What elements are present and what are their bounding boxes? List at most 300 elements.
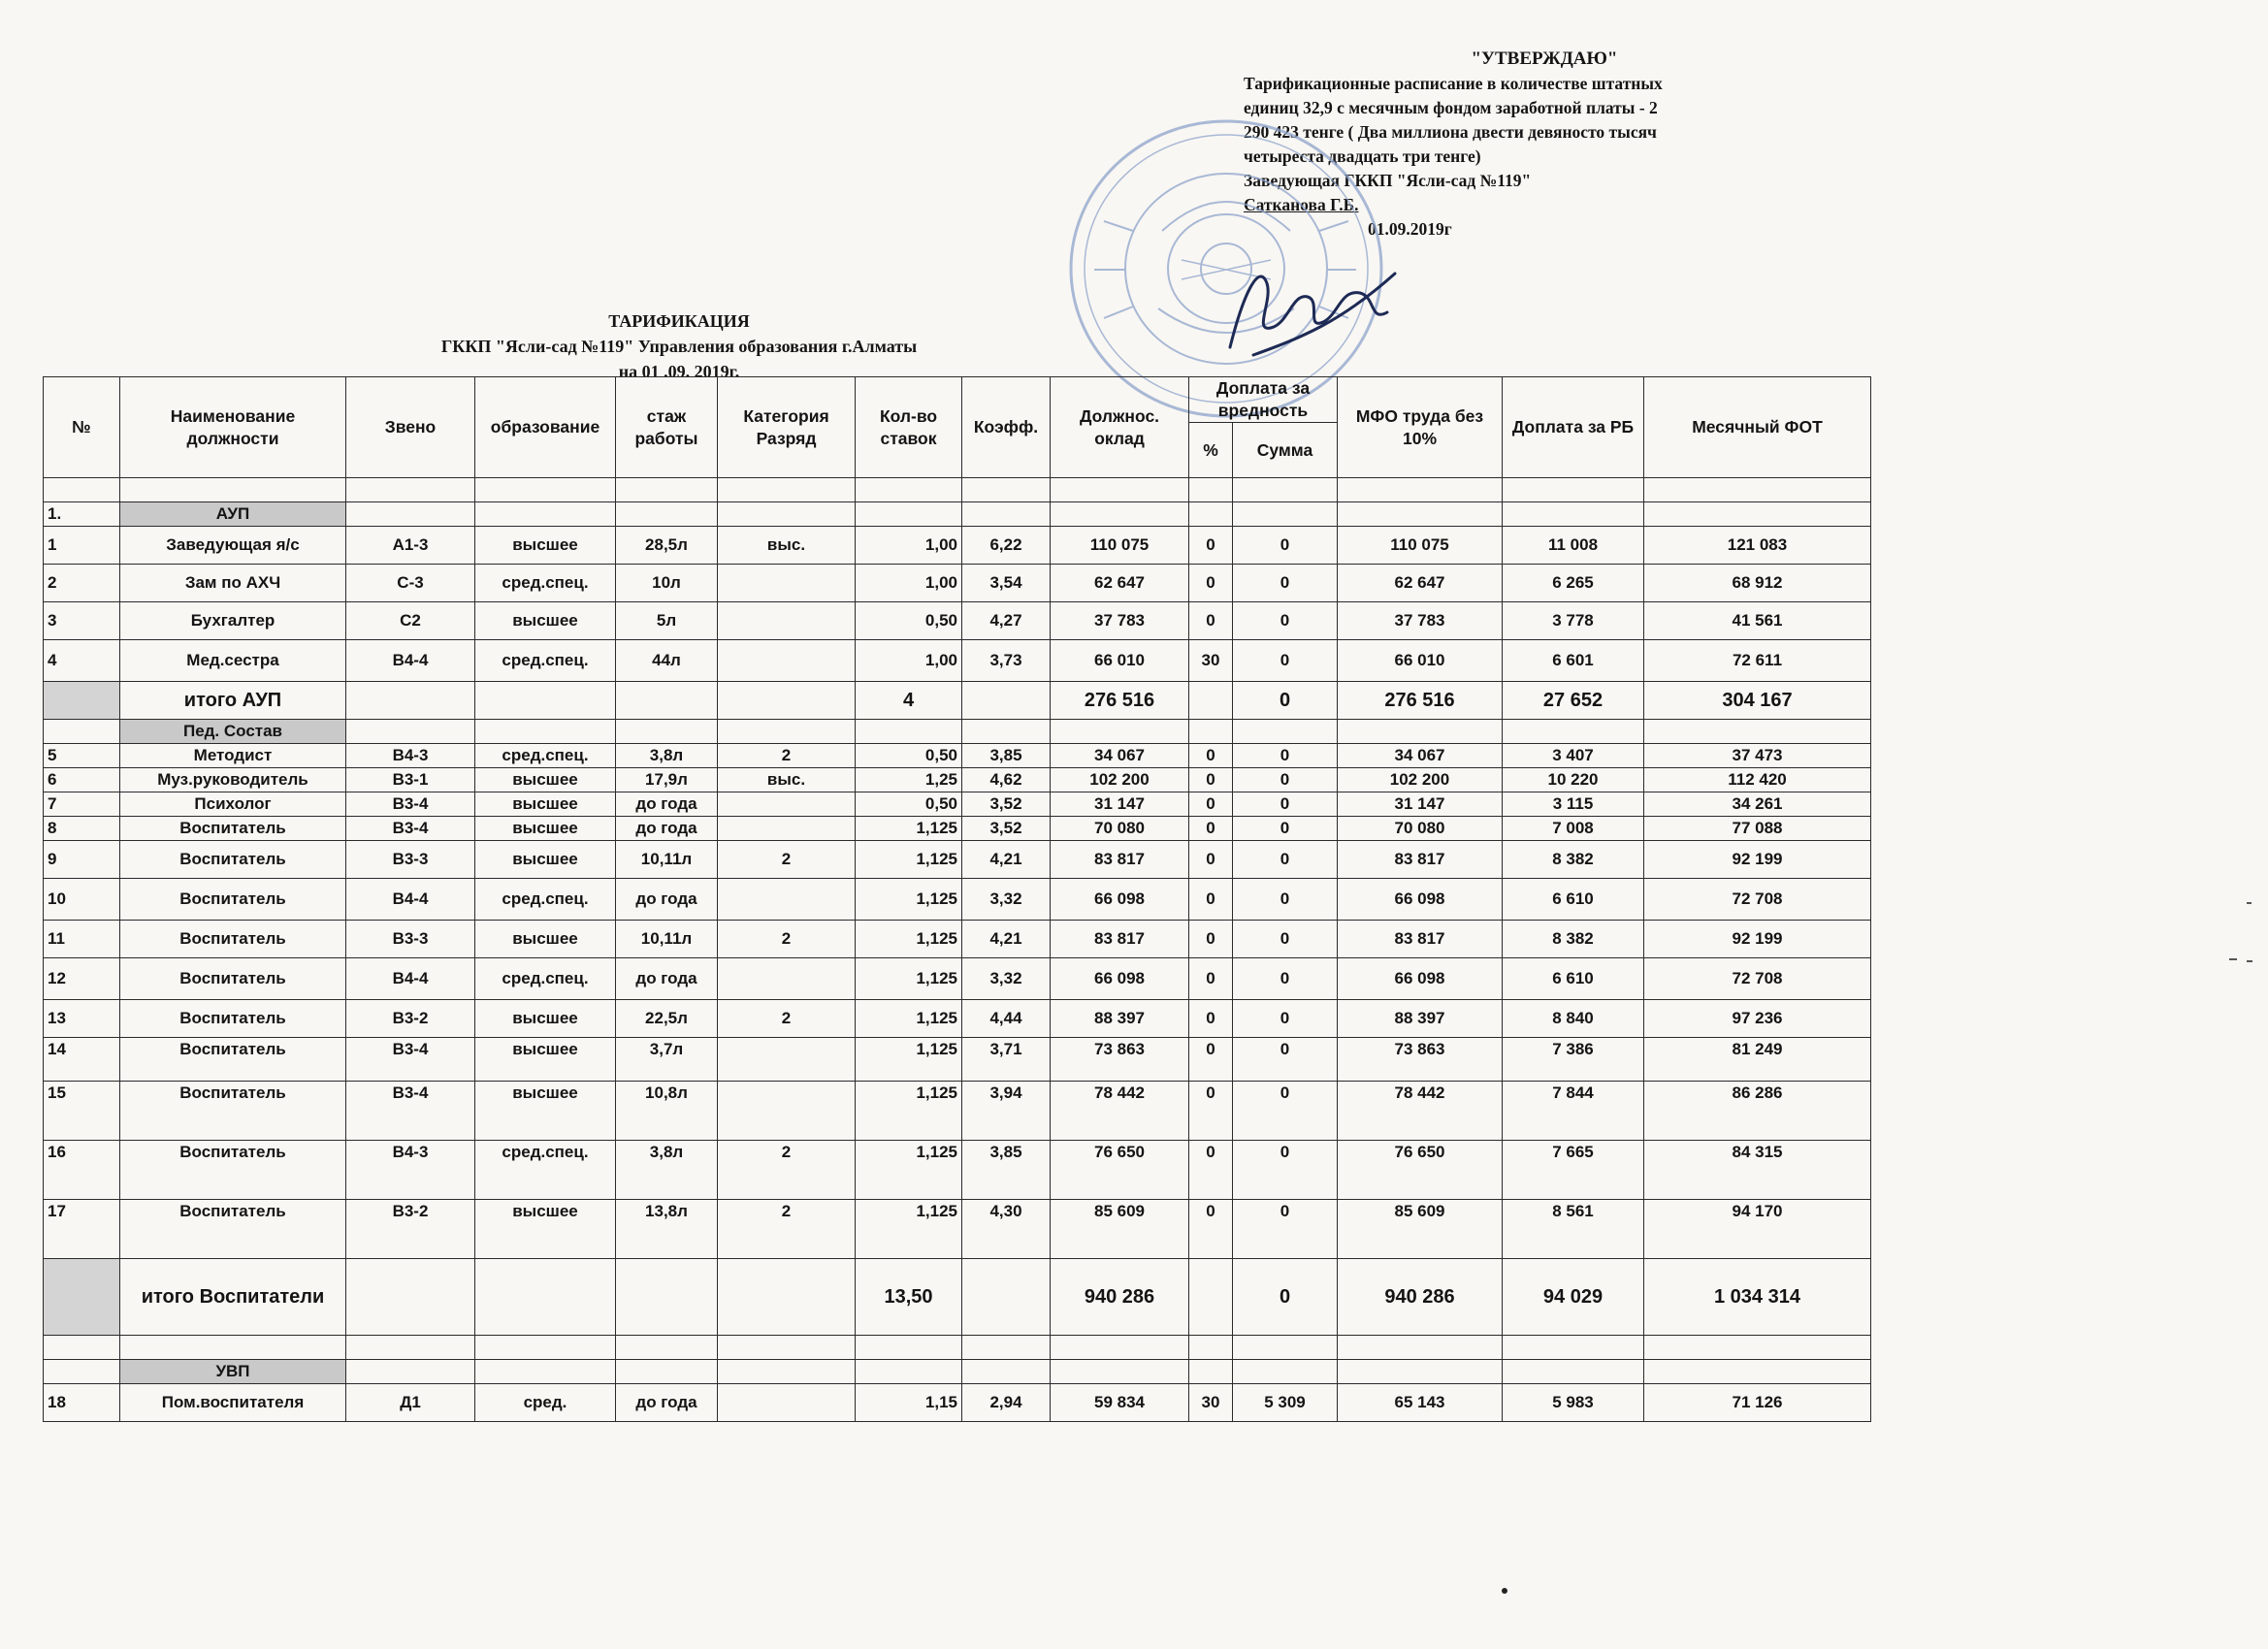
table-row bbox=[44, 841, 1871, 879]
row-rb: 8 840 bbox=[1503, 1000, 1644, 1038]
row-coef: 3,32 bbox=[962, 879, 1051, 921]
row-stavki: 1,00 bbox=[856, 640, 962, 682]
row-num: 5 bbox=[44, 744, 120, 768]
row-num: 9 bbox=[44, 841, 120, 879]
row-stavki: 1,125 bbox=[856, 1141, 962, 1200]
row-coef: 3,54 bbox=[962, 565, 1051, 602]
header-fot: Месячный ФОТ bbox=[1644, 377, 1871, 478]
row-stavki: 1,125 bbox=[856, 879, 962, 921]
row-category: 2 bbox=[718, 841, 856, 879]
row-zveno: В3-2 bbox=[346, 1200, 475, 1259]
row-zveno: В3-4 bbox=[346, 817, 475, 841]
row-mfo: 31 147 bbox=[1338, 792, 1503, 817]
header-experience: стаж работы bbox=[616, 377, 718, 478]
row-salary: 37 783 bbox=[1051, 602, 1189, 640]
row-salary: 102 200 bbox=[1051, 768, 1189, 792]
approval-line-4: четыреста двадцать три тенге) bbox=[1244, 146, 1481, 166]
table-row bbox=[44, 1200, 1871, 1259]
empty-cell bbox=[44, 682, 120, 720]
row-hazard-pct: 0 bbox=[1189, 768, 1233, 792]
row-category: 2 bbox=[718, 1000, 856, 1038]
row-rb: 3 407 bbox=[1503, 744, 1644, 768]
total-hazard-sum: 0 bbox=[1233, 1259, 1338, 1336]
row-mfo: 76 650 bbox=[1338, 1141, 1503, 1200]
empty-cell bbox=[1051, 720, 1189, 744]
tariff-table bbox=[43, 376, 1871, 1422]
empty-cell bbox=[718, 720, 856, 744]
row-zveno: Д1 bbox=[346, 1384, 475, 1422]
row-mfo: 83 817 bbox=[1338, 841, 1503, 879]
row-num: 14 bbox=[44, 1038, 120, 1082]
total-fot: 1 034 314 bbox=[1644, 1259, 1871, 1336]
row-zveno: С-3 bbox=[346, 565, 475, 602]
empty-cell bbox=[616, 1360, 718, 1384]
row-category bbox=[718, 565, 856, 602]
row-fot: 86 286 bbox=[1644, 1082, 1871, 1141]
empty-cell bbox=[44, 1336, 120, 1360]
row-position: Воспитатель bbox=[120, 841, 346, 879]
row-zveno: В4-3 bbox=[346, 1141, 475, 1200]
empty-cell bbox=[1338, 1336, 1503, 1360]
empty-cell bbox=[962, 1259, 1051, 1336]
row-category: 2 bbox=[718, 744, 856, 768]
header-salary: Должнос. оклад bbox=[1051, 377, 1189, 478]
row-rb: 5 983 bbox=[1503, 1384, 1644, 1422]
row-education: сред.спец. bbox=[475, 879, 616, 921]
row-category: выс. bbox=[718, 527, 856, 565]
scan-mark bbox=[2247, 960, 2252, 962]
row-hazard-pct: 0 bbox=[1189, 817, 1233, 841]
header-stavki: Кол-во ставок bbox=[856, 377, 962, 478]
table-row bbox=[44, 958, 1871, 1000]
row-position: Воспитатель bbox=[120, 921, 346, 958]
empty-cell bbox=[718, 1336, 856, 1360]
row-fot: 121 083 bbox=[1644, 527, 1871, 565]
row-mfo: 110 075 bbox=[1338, 527, 1503, 565]
row-position: Психолог bbox=[120, 792, 346, 817]
row-hazard-pct: 0 bbox=[1189, 921, 1233, 958]
row-category bbox=[718, 1384, 856, 1422]
approval-position: Заведующая ГККП "Ясли-сад №119" bbox=[1244, 171, 1532, 190]
total-mfo: 276 516 bbox=[1338, 682, 1503, 720]
row-rb: 8 561 bbox=[1503, 1200, 1644, 1259]
row-zveno: В4-4 bbox=[346, 958, 475, 1000]
row-fot: 92 199 bbox=[1644, 841, 1871, 879]
row-rb: 7 386 bbox=[1503, 1038, 1644, 1082]
total-row-vosp bbox=[44, 1259, 1871, 1336]
row-category bbox=[718, 640, 856, 682]
row-salary: 66 010 bbox=[1051, 640, 1189, 682]
empty-cell bbox=[475, 682, 616, 720]
empty-cell bbox=[1503, 720, 1644, 744]
row-num: 18 bbox=[44, 1384, 120, 1422]
row-rb: 6 265 bbox=[1503, 565, 1644, 602]
row-rb: 10 220 bbox=[1503, 768, 1644, 792]
row-zveno: В3-4 bbox=[346, 1038, 475, 1082]
row-hazard-sum: 0 bbox=[1233, 1082, 1338, 1141]
row-salary: 59 834 bbox=[1051, 1384, 1189, 1422]
empty-cell bbox=[1051, 1360, 1189, 1384]
row-hazard-pct: 0 bbox=[1189, 1000, 1233, 1038]
row-category: 2 bbox=[718, 1200, 856, 1259]
row-hazard-sum: 5 309 bbox=[1233, 1384, 1338, 1422]
row-num: 1 bbox=[44, 527, 120, 565]
row-hazard-pct: 0 bbox=[1189, 841, 1233, 879]
row-position: Пом.воспитателя bbox=[120, 1384, 346, 1422]
row-hazard-sum: 0 bbox=[1233, 1141, 1338, 1200]
empty-cell bbox=[1233, 720, 1338, 744]
row-position: Заведующая я/с bbox=[120, 527, 346, 565]
row-hazard-sum: 0 bbox=[1233, 565, 1338, 602]
total-salary: 276 516 bbox=[1051, 682, 1189, 720]
row-hazard-sum: 0 bbox=[1233, 841, 1338, 879]
approval-name: Сатканова Г.Б. bbox=[1244, 195, 1359, 214]
header-hazard: Доплата за вредность bbox=[1189, 377, 1338, 423]
document-title-block bbox=[340, 308, 1019, 384]
section-label: Пед. Состав bbox=[120, 720, 346, 744]
row-mfo: 102 200 bbox=[1338, 768, 1503, 792]
row-fot: 72 708 bbox=[1644, 879, 1871, 921]
approval-line-2: единиц 32,9 с месячным фондом заработной платы - 2 bbox=[1244, 98, 1658, 117]
row-mfo: 70 080 bbox=[1338, 817, 1503, 841]
row-hazard-pct: 0 bbox=[1189, 1082, 1233, 1141]
row-education: высшее bbox=[475, 841, 616, 879]
table-row bbox=[44, 1384, 1871, 1422]
row-fot: 92 199 bbox=[1644, 921, 1871, 958]
empty-cell bbox=[1503, 1360, 1644, 1384]
row-coef: 4,62 bbox=[962, 768, 1051, 792]
row-hazard-sum: 0 bbox=[1233, 879, 1338, 921]
row-experience: 13,8л bbox=[616, 1200, 718, 1259]
row-mfo: 65 143 bbox=[1338, 1384, 1503, 1422]
empty-cell bbox=[1338, 1360, 1503, 1384]
row-coef: 3,52 bbox=[962, 817, 1051, 841]
row-coef: 6,22 bbox=[962, 527, 1051, 565]
row-stavki: 1,15 bbox=[856, 1384, 962, 1422]
table-row bbox=[44, 1141, 1871, 1200]
header-position: Наименование должности bbox=[120, 377, 346, 478]
row-category bbox=[718, 1038, 856, 1082]
row-fot: 71 126 bbox=[1644, 1384, 1871, 1422]
total-rb: 27 652 bbox=[1503, 682, 1644, 720]
section-num: 1. bbox=[44, 502, 120, 527]
approval-line-1: Тарификационные расписание в количестве штатных bbox=[1244, 74, 1663, 93]
row-education: высшее bbox=[475, 1038, 616, 1082]
empty-cell bbox=[1189, 1259, 1233, 1336]
row-fot: 34 261 bbox=[1644, 792, 1871, 817]
row-salary: 34 067 bbox=[1051, 744, 1189, 768]
row-education: высшее bbox=[475, 602, 616, 640]
row-fot: 112 420 bbox=[1644, 768, 1871, 792]
table-row bbox=[44, 744, 1871, 768]
total-salary: 940 286 bbox=[1051, 1259, 1189, 1336]
row-salary: 66 098 bbox=[1051, 958, 1189, 1000]
row-rb: 7 844 bbox=[1503, 1082, 1644, 1141]
row-coef: 3,32 bbox=[962, 958, 1051, 1000]
row-hazard-pct: 0 bbox=[1189, 565, 1233, 602]
empty-cell bbox=[346, 682, 475, 720]
scan-mark bbox=[2229, 958, 2237, 960]
empty-cell bbox=[1189, 1336, 1233, 1360]
empty-cell bbox=[1233, 1360, 1338, 1384]
row-category: выс. bbox=[718, 768, 856, 792]
row-fot: 37 473 bbox=[1644, 744, 1871, 768]
row-salary: 66 098 bbox=[1051, 879, 1189, 921]
empty-cell bbox=[616, 1336, 718, 1360]
empty-cell bbox=[718, 1360, 856, 1384]
row-hazard-sum: 0 bbox=[1233, 921, 1338, 958]
row-stavki: 1,25 bbox=[856, 768, 962, 792]
row-position: Воспитатель bbox=[120, 817, 346, 841]
table-row bbox=[44, 817, 1871, 841]
empty-cell bbox=[616, 1259, 718, 1336]
empty-cell bbox=[1233, 1336, 1338, 1360]
row-hazard-pct: 0 bbox=[1189, 1200, 1233, 1259]
approval-line-3: 290 423 тенге ( Два миллиона двести девяносто тысяч bbox=[1244, 122, 1657, 142]
row-fot: 72 708 bbox=[1644, 958, 1871, 1000]
empty-cell bbox=[44, 1360, 120, 1384]
row-coef: 3,85 bbox=[962, 744, 1051, 768]
row-hazard-pct: 0 bbox=[1189, 879, 1233, 921]
row-hazard-pct: 0 bbox=[1189, 792, 1233, 817]
row-experience: до года bbox=[616, 958, 718, 1000]
table-row bbox=[44, 921, 1871, 958]
row-hazard-pct: 0 bbox=[1189, 744, 1233, 768]
empty-cell bbox=[1338, 720, 1503, 744]
row-fot: 77 088 bbox=[1644, 817, 1871, 841]
empty-cell bbox=[856, 1336, 962, 1360]
row-experience: 3,8л bbox=[616, 1141, 718, 1200]
row-hazard-pct: 0 bbox=[1189, 1141, 1233, 1200]
total-rb: 94 029 bbox=[1503, 1259, 1644, 1336]
row-rb: 6 610 bbox=[1503, 958, 1644, 1000]
row-fot: 72 611 bbox=[1644, 640, 1871, 682]
row-mfo: 34 067 bbox=[1338, 744, 1503, 768]
row-rb: 7 008 bbox=[1503, 817, 1644, 841]
row-mfo: 66 010 bbox=[1338, 640, 1503, 682]
row-education: высшее bbox=[475, 527, 616, 565]
scan-mark bbox=[2247, 902, 2252, 904]
row-coef: 4,44 bbox=[962, 1000, 1051, 1038]
row-hazard-sum: 0 bbox=[1233, 640, 1338, 682]
row-num: 10 bbox=[44, 879, 120, 921]
row-fot: 81 249 bbox=[1644, 1038, 1871, 1082]
row-education: сред.спец. bbox=[475, 958, 616, 1000]
section-row-aup bbox=[44, 502, 1871, 527]
row-hazard-sum: 0 bbox=[1233, 1200, 1338, 1259]
empty-cell bbox=[346, 1336, 475, 1360]
row-category bbox=[718, 958, 856, 1000]
empty-cell bbox=[718, 682, 856, 720]
empty-cell bbox=[475, 1259, 616, 1336]
spacer-row bbox=[44, 1336, 1871, 1360]
row-experience: 10,8л bbox=[616, 1082, 718, 1141]
row-position: Воспитатель bbox=[120, 1038, 346, 1082]
row-experience: до года bbox=[616, 792, 718, 817]
empty-cell bbox=[475, 720, 616, 744]
empty-cell bbox=[718, 1259, 856, 1336]
row-num: 8 bbox=[44, 817, 120, 841]
row-category bbox=[718, 879, 856, 921]
row-education: сред.спец. bbox=[475, 640, 616, 682]
header-pct: % bbox=[1189, 423, 1233, 478]
document-date: на 01 .09. 2019г. bbox=[618, 362, 740, 381]
empty-cell bbox=[856, 720, 962, 744]
row-education: высшее bbox=[475, 921, 616, 958]
row-experience: 28,5л bbox=[616, 527, 718, 565]
empty-cell bbox=[856, 1360, 962, 1384]
row-stavki: 0,50 bbox=[856, 602, 962, 640]
row-hazard-pct: 30 bbox=[1189, 1384, 1233, 1422]
row-salary: 85 609 bbox=[1051, 1200, 1189, 1259]
row-fot: 41 561 bbox=[1644, 602, 1871, 640]
row-rb: 6 610 bbox=[1503, 879, 1644, 921]
row-num: 12 bbox=[44, 958, 120, 1000]
total-hazard-sum: 0 bbox=[1233, 682, 1338, 720]
approval-date: 01.09.2019г bbox=[1368, 219, 1452, 239]
row-coef: 2,94 bbox=[962, 1384, 1051, 1422]
row-category: 2 bbox=[718, 1141, 856, 1200]
row-hazard-pct: 0 bbox=[1189, 527, 1233, 565]
document-subtitle: ГККП "Ясли-сад №119" Управления образования г.Алматы bbox=[440, 337, 918, 356]
row-num: 4 bbox=[44, 640, 120, 682]
row-num: 16 bbox=[44, 1141, 120, 1200]
empty-cell bbox=[475, 1360, 616, 1384]
row-stavki: 1,125 bbox=[856, 958, 962, 1000]
section-label-aup: АУП bbox=[120, 502, 346, 527]
row-category bbox=[718, 792, 856, 817]
row-experience: до года bbox=[616, 1384, 718, 1422]
row-education: сред.спец. bbox=[475, 1141, 616, 1200]
row-num: 13 bbox=[44, 1000, 120, 1038]
row-salary: 31 147 bbox=[1051, 792, 1189, 817]
spacer-row bbox=[44, 478, 1871, 502]
row-stavki: 0,50 bbox=[856, 744, 962, 768]
row-hazard-sum: 0 bbox=[1233, 527, 1338, 565]
empty-cell bbox=[962, 682, 1051, 720]
row-salary: 78 442 bbox=[1051, 1082, 1189, 1141]
table-row bbox=[44, 1082, 1871, 1141]
row-education: высшее bbox=[475, 1200, 616, 1259]
table-row bbox=[44, 792, 1871, 817]
row-zveno: А1-3 bbox=[346, 527, 475, 565]
row-education: высшее bbox=[475, 1082, 616, 1141]
approval-title: "УТВЕРЖДАЮ" bbox=[1471, 48, 1618, 69]
row-salary: 83 817 bbox=[1051, 841, 1189, 879]
row-education: высшее bbox=[475, 792, 616, 817]
row-experience: 17,9л bbox=[616, 768, 718, 792]
empty-cell bbox=[616, 682, 718, 720]
row-hazard-sum: 0 bbox=[1233, 958, 1338, 1000]
speck bbox=[1502, 1588, 1507, 1594]
row-num: 15 bbox=[44, 1082, 120, 1141]
total-stavki: 13,50 bbox=[856, 1259, 962, 1336]
row-zveno: В3-4 bbox=[346, 792, 475, 817]
total-stavki: 4 bbox=[856, 682, 962, 720]
row-coef: 4,27 bbox=[962, 602, 1051, 640]
row-experience: 3,8л bbox=[616, 744, 718, 768]
row-rb: 3 778 bbox=[1503, 602, 1644, 640]
row-position: Воспитатель bbox=[120, 958, 346, 1000]
row-salary: 76 650 bbox=[1051, 1141, 1189, 1200]
row-fot: 94 170 bbox=[1644, 1200, 1871, 1259]
row-hazard-sum: 0 bbox=[1233, 768, 1338, 792]
row-stavki: 1,00 bbox=[856, 527, 962, 565]
total-row-aup bbox=[44, 682, 1871, 720]
total-mfo: 940 286 bbox=[1338, 1259, 1503, 1336]
row-hazard-pct: 30 bbox=[1189, 640, 1233, 682]
row-zveno: В4-4 bbox=[346, 879, 475, 921]
row-experience: 22,5л bbox=[616, 1000, 718, 1038]
row-stavki: 1,125 bbox=[856, 1200, 962, 1259]
row-experience: 10л bbox=[616, 565, 718, 602]
row-stavki: 1,00 bbox=[856, 565, 962, 602]
row-fot: 68 912 bbox=[1644, 565, 1871, 602]
row-zveno: В3-2 bbox=[346, 1000, 475, 1038]
table-row bbox=[44, 768, 1871, 792]
row-fot: 84 315 bbox=[1644, 1141, 1871, 1200]
empty-cell bbox=[962, 1336, 1051, 1360]
table-row bbox=[44, 1038, 1871, 1082]
row-education: сред.спец. bbox=[475, 744, 616, 768]
row-hazard-sum: 0 bbox=[1233, 1000, 1338, 1038]
row-coef: 3,73 bbox=[962, 640, 1051, 682]
row-category bbox=[718, 817, 856, 841]
row-hazard-sum: 0 bbox=[1233, 817, 1338, 841]
header-sum: Сумма bbox=[1233, 423, 1338, 478]
header-mfo: МФО труда без 10% bbox=[1338, 377, 1503, 478]
row-category bbox=[718, 602, 856, 640]
row-zveno: В3-1 bbox=[346, 768, 475, 792]
row-rb: 8 382 bbox=[1503, 921, 1644, 958]
row-experience: до года bbox=[616, 879, 718, 921]
row-hazard-pct: 0 bbox=[1189, 958, 1233, 1000]
row-hazard-sum: 0 bbox=[1233, 602, 1338, 640]
table-row bbox=[44, 565, 1871, 602]
row-hazard-pct: 0 bbox=[1189, 1038, 1233, 1082]
row-coef: 4,21 bbox=[962, 841, 1051, 879]
row-rb: 11 008 bbox=[1503, 527, 1644, 565]
row-experience: 3,7л bbox=[616, 1038, 718, 1082]
row-education: сред. bbox=[475, 1384, 616, 1422]
row-salary: 70 080 bbox=[1051, 817, 1189, 841]
row-zveno: С2 bbox=[346, 602, 475, 640]
empty-cell bbox=[475, 1336, 616, 1360]
section-row-uvp bbox=[44, 1360, 1871, 1384]
row-num: 17 bbox=[44, 1200, 120, 1259]
row-salary: 62 647 bbox=[1051, 565, 1189, 602]
row-position: Воспитатель bbox=[120, 1000, 346, 1038]
row-stavki: 1,125 bbox=[856, 1000, 962, 1038]
row-education: высшее bbox=[475, 817, 616, 841]
signature-icon bbox=[1224, 254, 1399, 363]
row-stavki: 1,125 bbox=[856, 921, 962, 958]
row-salary: 88 397 bbox=[1051, 1000, 1189, 1038]
empty-cell bbox=[1644, 1360, 1871, 1384]
header-num: № bbox=[44, 377, 120, 478]
row-hazard-sum: 0 bbox=[1233, 1038, 1338, 1082]
section-row-ped bbox=[44, 720, 1871, 744]
row-mfo: 66 098 bbox=[1338, 958, 1503, 1000]
row-salary: 73 863 bbox=[1051, 1038, 1189, 1082]
row-position: Воспитатель bbox=[120, 1200, 346, 1259]
row-position: Воспитатель bbox=[120, 1082, 346, 1141]
row-num: 3 bbox=[44, 602, 120, 640]
row-hazard-sum: 0 bbox=[1233, 792, 1338, 817]
total-label: итого Воспитатели bbox=[120, 1259, 346, 1336]
row-zveno: В3-4 bbox=[346, 1082, 475, 1141]
row-num: 7 bbox=[44, 792, 120, 817]
